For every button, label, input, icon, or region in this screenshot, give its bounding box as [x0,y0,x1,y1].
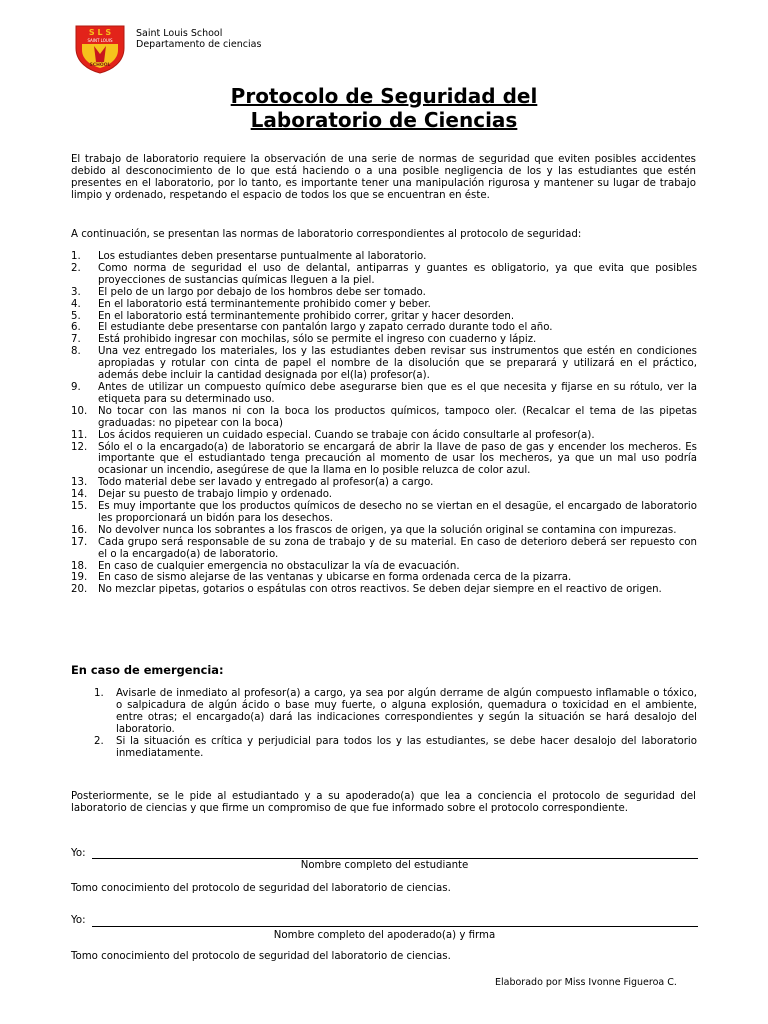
rule-item-number: 18. [71,560,88,572]
rule-item-text: No devolver nunca los sobrantes a los frascos de origen, ya que la solución original se contamina con impurezas. [98,524,677,536]
signature-student-line[interactable] [92,858,698,859]
rule-item [71,382,697,406]
rule-item-text: No mezclar pipetas, gotarios o espátulas con otros reactivos. Se deben dejar siempre en el reactivo de origen. [98,584,662,596]
signature-student-caption: Nombre completo del estudiante [300,860,469,871]
rule-item [71,251,697,263]
rule-item-number: 14. [71,489,88,501]
rule-item-text: En el laboratorio está terminantemente prohibido comer y beber. [98,298,431,310]
rule-item-number: 8. [71,346,81,358]
rule-item [71,299,697,311]
rule-item-text: En caso de cualquier emergencia no obstaculizar la vía de evacuación. [98,560,460,572]
rule-item [71,525,697,537]
rule-item-text: En caso de sismo alejarse de las ventanas y ubicarse en forma ordenada cerca de la pizarra. [98,572,572,584]
school-logo [74,24,126,74]
signature-guardian-caption: Nombre completo del apoderado(a) y firma [273,930,496,941]
logo-text-mid: SAINT LOUIS [87,38,113,43]
rule-item [71,572,697,584]
signature-guardian-line[interactable] [92,926,698,927]
rule-item-number: 12. [71,441,88,453]
school-name: Saint Louis School [136,28,223,39]
rule-item-text: Los ácidos requieren un cuidado especial. Cuando se trabaje con ácido consultarle al profesor(a). [98,429,595,441]
rule-item-number: 10. [71,405,88,417]
rule-item [71,501,697,525]
rule-item-number: 4. [71,298,81,310]
rule-item-text: Dejar su puesto de trabajo limpio y ordenado. [98,489,333,501]
rule-item-text: El pelo de un largo por debajo de los hombros debe ser tomado. [98,286,426,298]
rule-item-number: 15. [71,501,88,513]
department-name: Departamento de ciencias [136,39,262,50]
rule-item-number: 19. [71,572,88,584]
rule-item-text: Está prohibido ingresar con mochilas, sólo se permite el ingreso con cuaderno y lápiz. [98,334,537,346]
signature-guardian-yo: Yo: [71,915,86,926]
rule-item-number: 2. [71,262,81,274]
logo-text-top: S L S [88,28,112,37]
rule-item [71,430,697,442]
rule-item [71,346,697,382]
rule-item-number: 13. [71,477,88,489]
emergency-item [94,736,697,760]
rule-item [71,561,697,573]
rule-item-number: 9. [71,381,81,393]
closing-paragraph: Posteriormente, se le pide al estudiantado y a su apoderado(a) que lea a conciencia el protocolo de seguridad del laboratorio de ciencias y que firme un compromiso de que fue informado sobre el protocolo correspondiente. [71,791,696,814]
rule-item [71,477,697,489]
rule-item-number: 7. [71,334,81,346]
intro-paragraph: El trabajo de laboratorio requiere la observación de una serie de normas de seguridad que eviten posibles accidentes debido al desconocimiento de lo que está haciendo o a una posible negligencia de los y las estudiantes que estén presentes en el laboratorio, por lo tanto, es importante tener una manipulación rigurosa y mantener su lugar de trabajo limpio y ordenado, respetando el espacio de todos los que se encuentran en éste. [71,154,696,201]
rules-list [71,251,697,596]
school-header [136,28,261,50]
rule-item [71,406,697,430]
rule-item-text: El estudiante debe presentarse con pantalón largo y zapato cerrado durante todo el año. [98,322,553,334]
rule-item-text: No tocar con las manos ni con la boca los productos químicos, tampoco oler. (Recalcar el tema de las pipetas graduadas: no pipetear con la boca) [98,405,697,429]
signature-student-yo: Yo: [71,848,86,859]
rule-item-text: Es muy importante que los productos químicos de desecho no se viertan en el desagüe, el encargado de laboratorio les proporcionará un bidón para los desechos. [98,501,697,524]
rule-item [71,287,697,299]
rule-item-number: 17. [71,536,88,548]
rule-item-text: Sólo el o la encargado(a) de laboratorio se encargará de abrir la llave de paso de gas y encender los mecheros. Es importante que el estudiantado tenga precaución al momento de usar los mecheros, ya que un mal uso podría ocasionar un incendio, asegúrese de que la llama en lo posible reluzca de color azul. [98,441,697,477]
emergency-item-number: 2. [94,735,104,747]
rule-item-text: Como norma de seguridad el uso de delantal, antiparras y guantes es obligatorio, ya que evita que posibles proyecciones de sustancias químicas lleguen a la piel. [98,262,697,286]
rule-item-text: Todo material debe ser lavado y entregado al profesor(a) a cargo. [98,477,434,489]
title-line-2: Laboratorio de Ciencias [250,108,518,132]
emergency-item-text: Si la situación es crítica y perjudicial para todos los y las estudiantes, se debe hacer desalojo del laboratorio inmediatamente. [116,735,697,759]
rule-item-number: 3. [71,286,81,298]
rule-item-number: 11. [71,429,88,441]
emergency-item-text: Avisarle de inmediato al profesor(a) a cargo, ya sea por algún derrame de algún compuesto inflamable o tóxico, o salpicadura de algún ácido o base muy fuerte, o alguna explosión, quemadura o toxicidad en el ambiente, entre otras; el encargado(a) dará las indicaciones correspondientes y según la situación se hará desalojo del laboratorio. [116,688,697,735]
rule-item [71,311,697,323]
emergency-heading: En caso de emergencia: [71,663,224,677]
rule-item-number: 6. [71,322,81,334]
rule-item-text: Antes de utilizar un compuesto químico debe asegurarse bien que es el que necesita y fijarse en su rótulo, ver la etiqueta para su determinado uso. [98,381,697,405]
emergency-list [94,688,697,759]
signature-student-note: Tomo conocimiento del protocolo de seguridad del laboratorio de ciencias. [71,883,451,894]
rule-item [71,322,697,334]
title-line-1: Protocolo de Seguridad del [230,84,538,108]
rule-item-number: 20. [71,584,88,596]
rule-item-number: 16. [71,524,88,536]
rule-item [71,584,697,596]
rule-item-text: Los estudiantes deben presentarse puntualmente al laboratorio. [98,251,427,262]
page-title [0,84,768,132]
rule-item-text: En el laboratorio está terminantemente prohibido correr, gritar y hacer desorden. [98,310,515,322]
footer-author: Elaborado por Miss Ivonne Figueroa C. [495,977,677,988]
continuation-paragraph: A continuación, se presentan las normas de laboratorio correspondientes al protocolo de seguridad: [71,229,582,240]
rule-item [71,334,697,346]
emergency-item [94,688,697,736]
rule-item-text: Una vez entregado los materiales, los y las estudiantes deben revisar sus instrumentos que estén en condiciones apropiadas y rotular con cinta de papel el nombre de la disolución que se preparará y utilizará en el práctico, además debe incluir la cantidad designada por el(la) profesor(a). [98,346,697,382]
rule-item [71,489,697,501]
rule-item-text: Cada grupo será responsable de su zona de trabajo y de su material. En caso de deterioro deberá ser repuesto con el o la encargado(a) de laboratorio. [98,536,697,560]
rule-item [71,537,697,561]
emergency-item-number: 1. [94,688,104,699]
rule-item [71,442,697,478]
rule-item-number: 5. [71,310,81,322]
rule-item-number: 1. [71,251,81,262]
rule-item [71,263,697,287]
signature-guardian-note: Tomo conocimiento del protocolo de seguridad del laboratorio de ciencias. [71,951,451,962]
logo-text-bottom: SCHOOL [89,63,111,68]
